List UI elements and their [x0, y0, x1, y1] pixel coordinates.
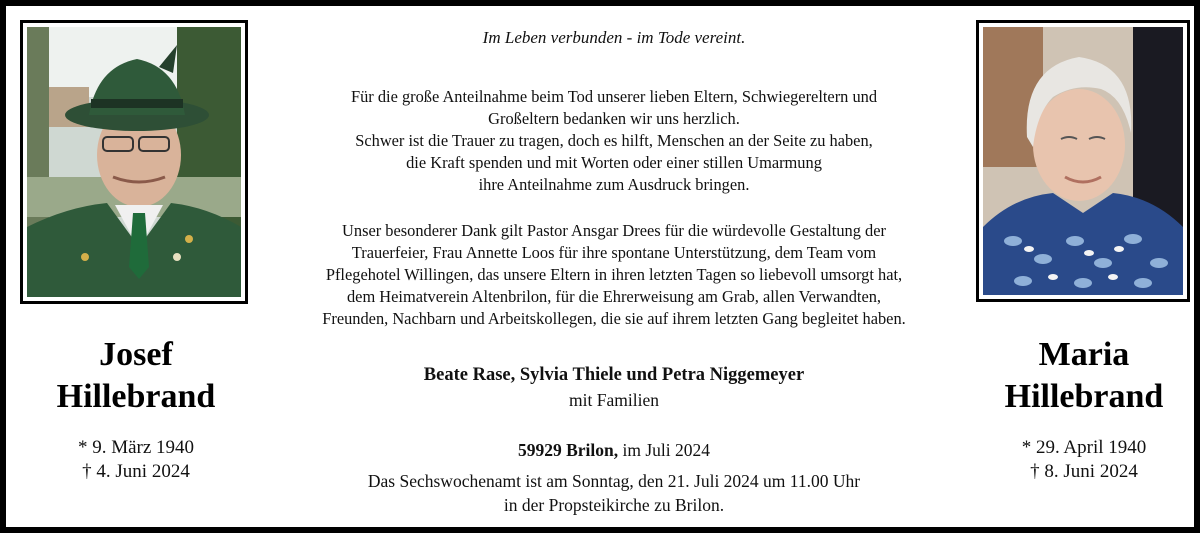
- thank-you-paragraph: [262, 86, 966, 196]
- service-info: [262, 469, 966, 517]
- josef-name-block: [20, 334, 252, 484]
- josef-first-name: Josef: [99, 336, 173, 373]
- signers: Beate Rase, Sylvia Thiele und Petra Niggemeyer: [423, 365, 805, 385]
- service-line: Das Sechswochenamt ist am Sonntag, den 21. Juli 2024 um 11.00 Uhr: [367, 471, 861, 491]
- paragraph-line: Pflegehotel Willingen, das unsere Eltern in ihren letzten Tagen so liebevoll umsorgt hat,: [325, 265, 903, 284]
- service-line: in der Propsteikirche zu Brilon.: [503, 495, 725, 515]
- paragraph-line: die Kraft spenden und mit Worten oder einer stillen Umarmung: [406, 153, 822, 172]
- families-line: mit Familien: [569, 390, 659, 410]
- place-city: 59929 Brilon,: [517, 440, 619, 460]
- josef-death-date: † 4. Juni 2024: [82, 461, 190, 482]
- paragraph-line: Großeltern bedanken wir uns herzlich.: [488, 109, 740, 128]
- motto: Im Leben verbunden - im Tode vereint.: [482, 28, 746, 47]
- place-date-line: [262, 439, 966, 461]
- paragraph-line: Schwer ist die Trauer zu tragen, doch es hilft, Menschen an der Seite zu haben,: [355, 131, 873, 150]
- maria-portrait-illustration: [983, 27, 1183, 295]
- special-thanks-paragraph: [262, 220, 966, 330]
- josef-birth-date: * 9. März 1940: [77, 437, 195, 458]
- maria-dates: [966, 436, 1200, 484]
- maria-birth-date: * 29. April 1940: [1021, 437, 1147, 458]
- paragraph-line: ihre Anteilnahme zum Ausdruck bringen.: [478, 175, 750, 194]
- maria-death-date: † 8. Juni 2024: [1030, 461, 1138, 482]
- josef-portrait-photo: [20, 20, 248, 304]
- paragraph-line: dem Heimatverein Altenbrilon, für die Ehrerweisung am Grab, allen Verwandten,: [346, 287, 882, 306]
- maria-first-name: Maria: [1038, 336, 1130, 373]
- josef-portrait-illustration: [27, 27, 241, 297]
- place-date: im Juli 2024: [618, 440, 711, 460]
- josef-last-name: Hillebrand: [56, 378, 216, 415]
- maria-name-block: [966, 334, 1200, 484]
- paragraph-line: Unser besonderer Dank gilt Pastor Ansgar Drees für die würdevolle Gestaltung der: [342, 221, 886, 240]
- maria-portrait-photo: [976, 20, 1190, 302]
- josef-dates: [20, 436, 252, 484]
- paragraph-line: Trauerfeier, Frau Annette Loos für ihre spontane Unterstützung, dem Team vom: [351, 243, 877, 262]
- paragraph-line: Freunden, Nachbarn und Arbeitskollegen, die sie auf ihrem letzten Gang begleitet haben.: [322, 309, 906, 328]
- maria-last-name: Hillebrand: [1004, 378, 1164, 415]
- paragraph-line: Für die große Anteilnahme beim Tod unserer lieben Eltern, Schwiegereltern und: [350, 87, 878, 106]
